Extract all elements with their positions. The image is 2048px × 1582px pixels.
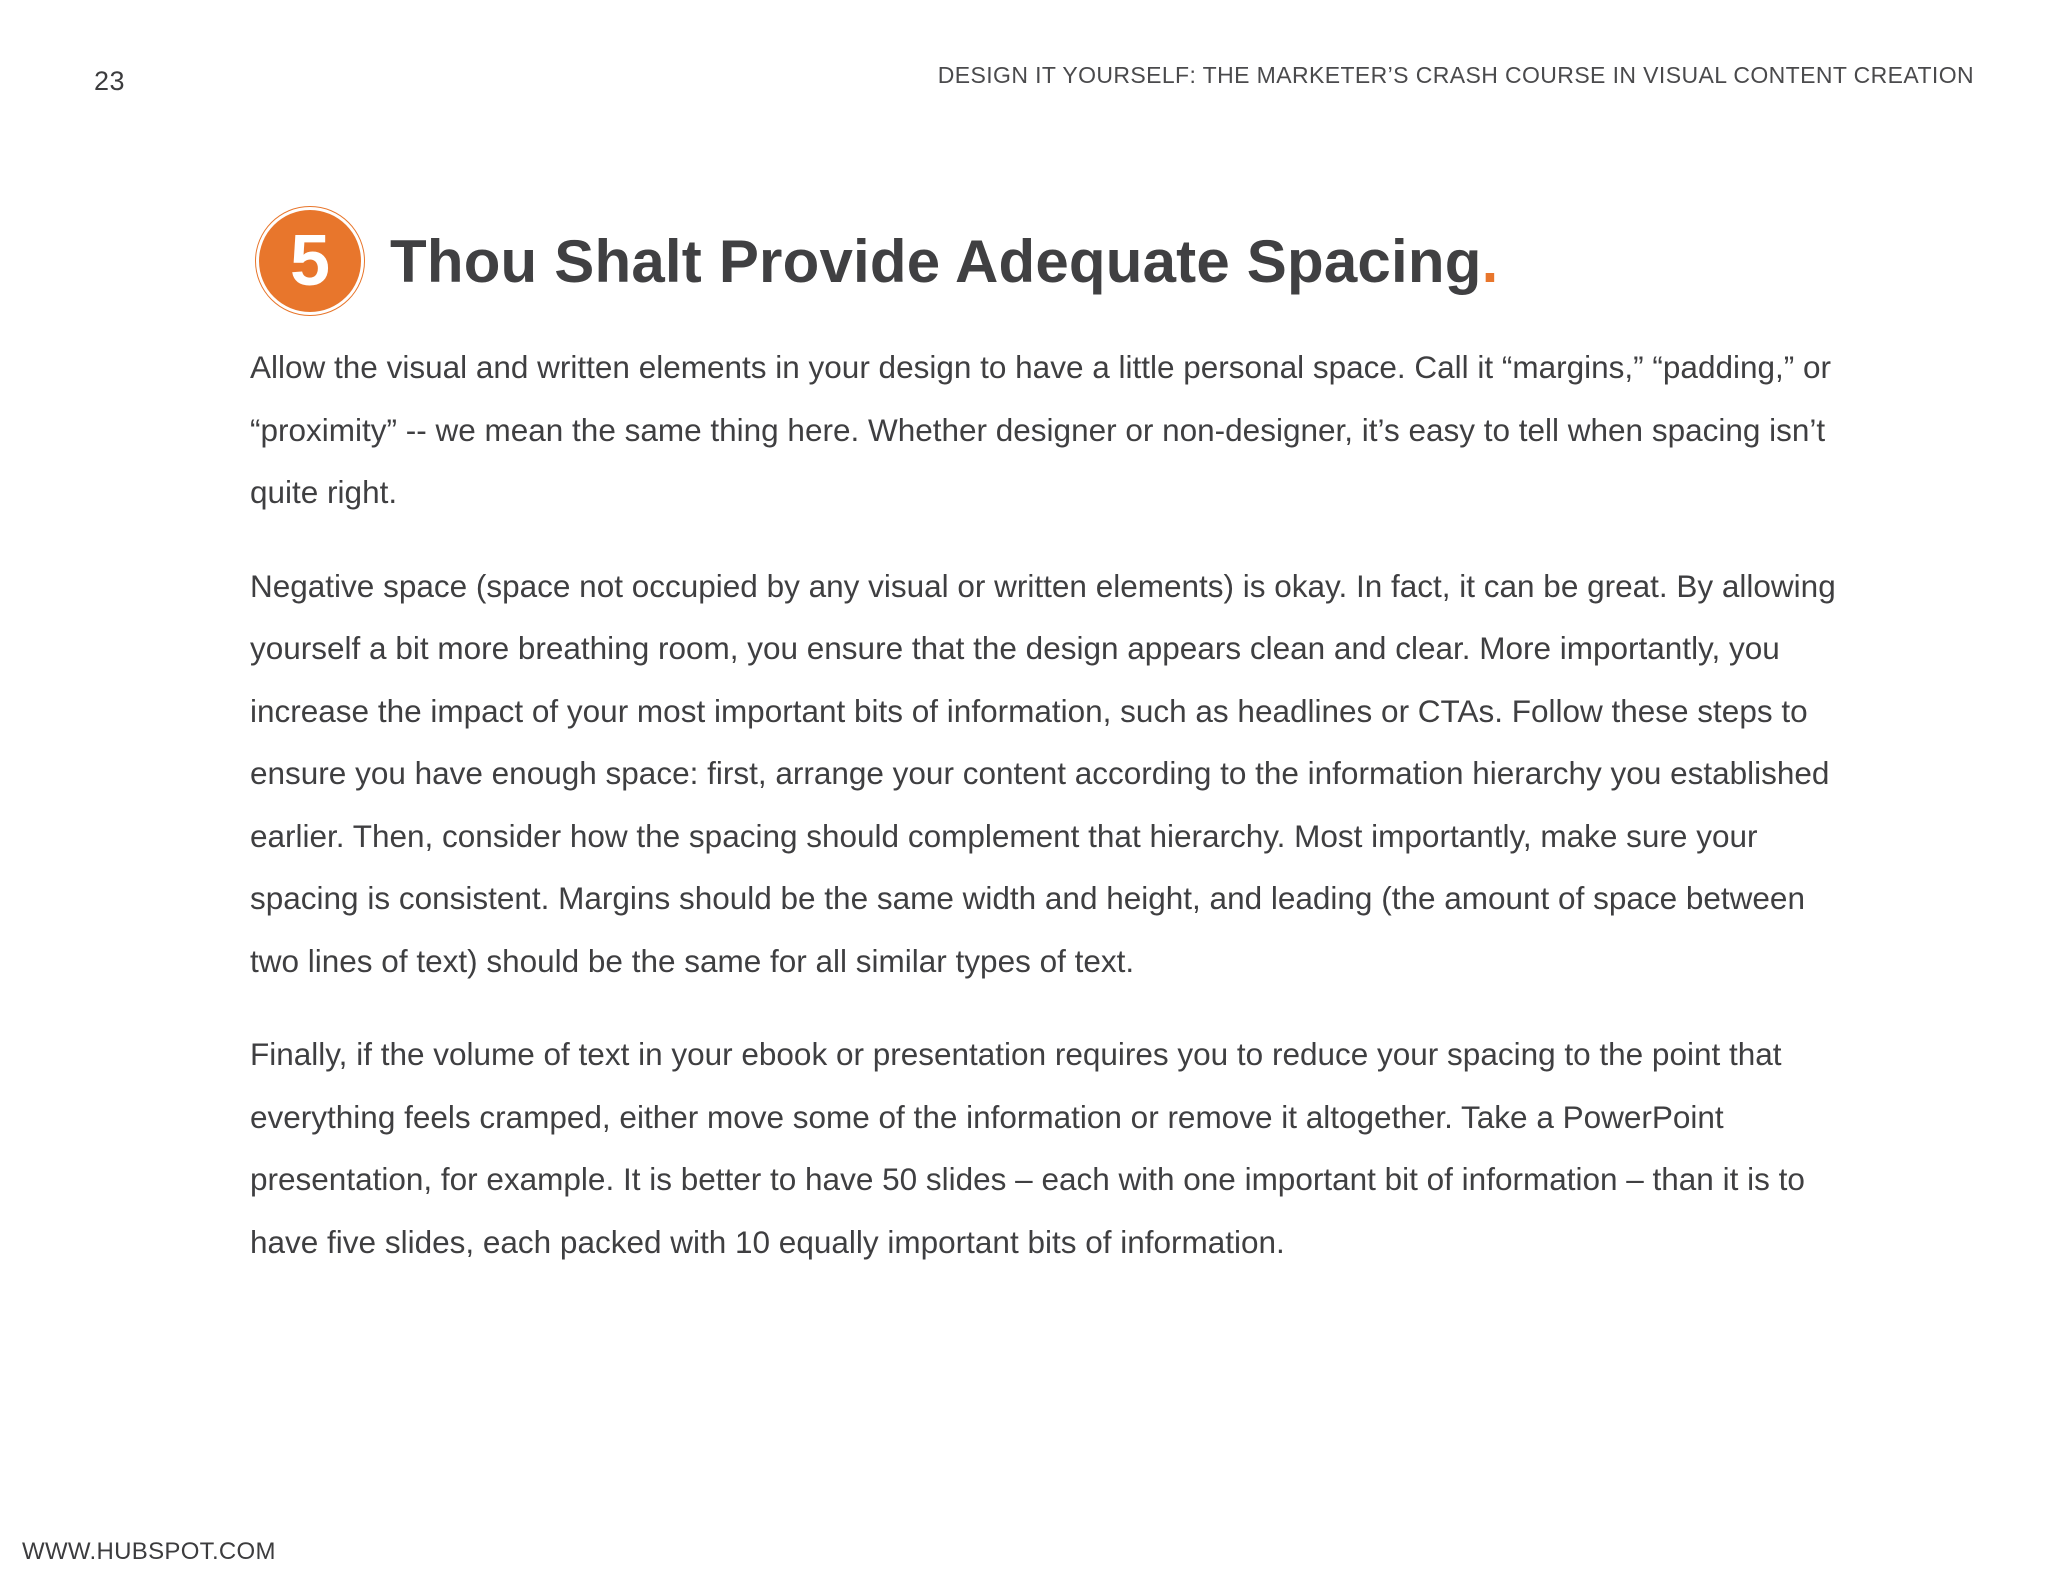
paragraph: Finally, if the volume of text in your ebook or presentation requires you to reduce your spacing to the point that everything feels cramped, either move some of the information or remove it altogether. Take a PowerPoint presentation, for example. It is better to have 50 slides – each with one important bit of information – than it is to have five slides, each packed with 10 equally important bits of information. (250, 1036, 1805, 1260)
footer-url: WWW.HUBSPOT.COM (22, 1538, 276, 1565)
body-text (250, 336, 1850, 1304)
section-title-dot: . (1481, 227, 1499, 295)
section-number-badge: 5 (256, 207, 364, 315)
section-title (390, 227, 1498, 296)
page-number: 23 (94, 66, 126, 96)
running-header: DESIGN IT YOURSELF: THE MARKETER’S CRASH COURSE IN VISUAL CONTENT CREATION (937, 62, 1974, 88)
section-title-text: Thou Shalt Provide Adequate Spacing (390, 227, 1482, 295)
section-heading (256, 206, 1498, 316)
paragraph: Allow the visual and written elements in your design to have a little personal space. Call it “margins,” “padding,” or “proximity” -- we mean the same thing here. Whether designer or non-designer, it’s easy to tell when spacing isn’t quite right. (250, 349, 1832, 510)
paragraph: Negative space (space not occupied by any visual or written elements) is okay. In fact, it can be great. By allowing yourself a bit more breathing room, you ensure that the design appears clean and clear. More importantly, you increase the impact of your most important bits of information, such as headlines or CTAs. Follow these steps to ensure you have enough space: first, arrange your content according to the information hierarchy you established earlier. Then, consider how the spacing should complement that hierarchy. Most importantly, make sure your spacing is consistent. Margins should be the same width and height, and leading (the amount of space between two lines of text) should be the same for all similar types of text. (250, 567, 1836, 979)
